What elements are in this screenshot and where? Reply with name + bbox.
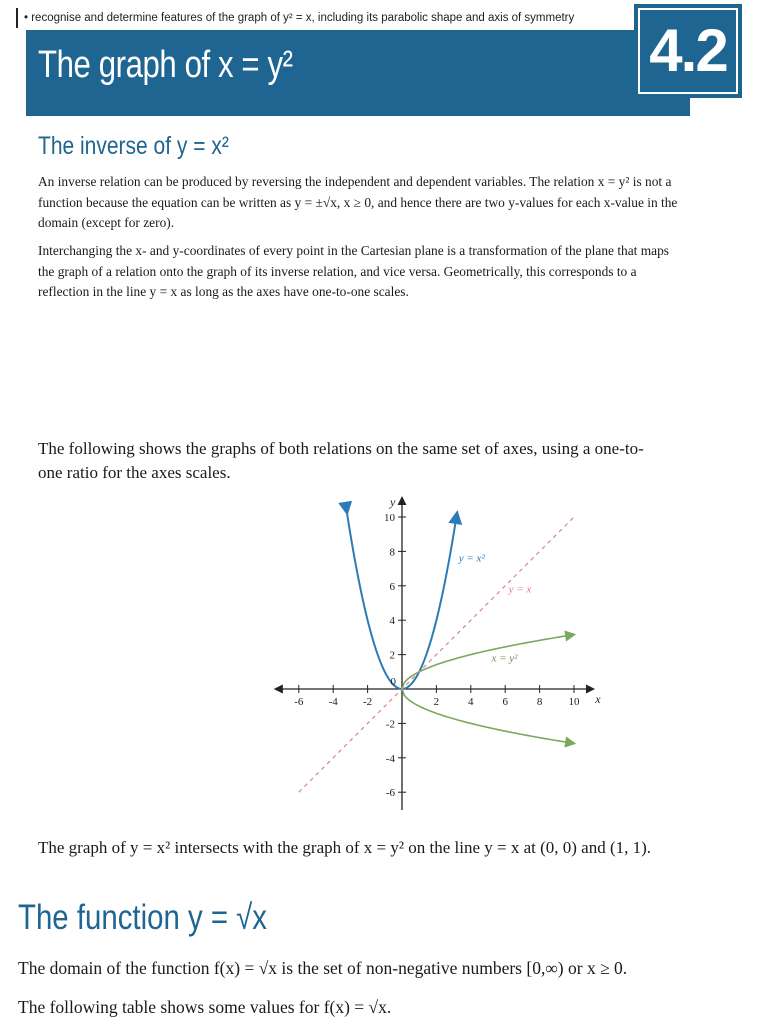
y-axis-label: y <box>390 494 396 509</box>
y-tick-label: 10 <box>384 512 395 524</box>
curve-x-equals-y-squared-lower <box>402 689 574 743</box>
title-banner <box>26 30 690 116</box>
section-number-badge <box>634 4 742 98</box>
x-tick-label: -2 <box>363 696 373 708</box>
paragraph-inverse-relation: An inverse relation can be produced by reversing the independent and dependent variables. The relation x = y² is not a function because the equation can be written as y = ±√x, x ≥ 0, and hence there are two y-values for each x-value in the domain (except for zero). <box>38 174 678 230</box>
label-y-equals-x-squared: y = x² <box>458 552 485 565</box>
y-tick-label: -2 <box>385 718 395 731</box>
learning-objective: • recognise and determine features of the graph of y² = x, including its parabolic shape and axis of symmetry <box>16 8 582 28</box>
intersection-text: The graph of y = x² intersects with the graph of x = y² on the line y = x at (0, 0) and (1, 1). <box>38 838 652 857</box>
table-intro-text: The following table shows some values for f(x) = √x. <box>18 997 392 1017</box>
x-tick-label: 10 <box>568 696 580 708</box>
section-heading-inverse: The inverse of y = x² <box>38 132 229 160</box>
graph-intro-text: The following shows the graphs of both relations on the same set of axes, using a one-to-one ratio for the axes scales. <box>38 439 644 482</box>
paragraph-reflection: Interchanging the x- and y-coordinates of every point in the Cartesian plane is a transformation of the plane that maps the graph of a relation onto the graph of its inverse relation, and vice versa. Geometrically, this corresponds to a reflection in the line y = x as long as the axes have one-to-one scales. <box>38 243 670 299</box>
graph-chart <box>270 490 610 810</box>
label-x-equals-y-squared: x = y² <box>491 652 518 665</box>
x-tick-label: 2 <box>433 696 440 708</box>
section-number: 4.2 <box>638 8 738 94</box>
x-tick-label: 6 <box>502 696 508 708</box>
origin-label: 0 <box>390 676 396 688</box>
x-axis-label: x <box>595 692 601 706</box>
y-tick-label: 8 <box>389 546 395 559</box>
line-y-equals-x <box>299 517 574 792</box>
y-tick-label: 4 <box>389 615 395 628</box>
y-tick-label: 2 <box>389 649 395 662</box>
y-tick-label: -4 <box>385 752 395 765</box>
section-heading-sqrt: The function y = √x <box>18 898 268 937</box>
x-tick-label: 4 <box>468 696 474 708</box>
x-tick-label: -6 <box>294 696 304 708</box>
x-tick-label: -4 <box>328 696 338 708</box>
label-y-equals-x: y = x <box>508 583 532 596</box>
domain-text: The domain of the function f(x) = √x is the set of non-negative numbers [0,∞) or x ≥ 0. <box>18 958 628 978</box>
curve-x-equals-y-squared-upper <box>402 635 574 689</box>
y-tick-label: 6 <box>389 580 395 593</box>
y-tick-label: -6 <box>385 787 395 800</box>
x-tick-label: 8 <box>536 696 543 708</box>
page-title: The graph of x = y² <box>38 44 293 86</box>
